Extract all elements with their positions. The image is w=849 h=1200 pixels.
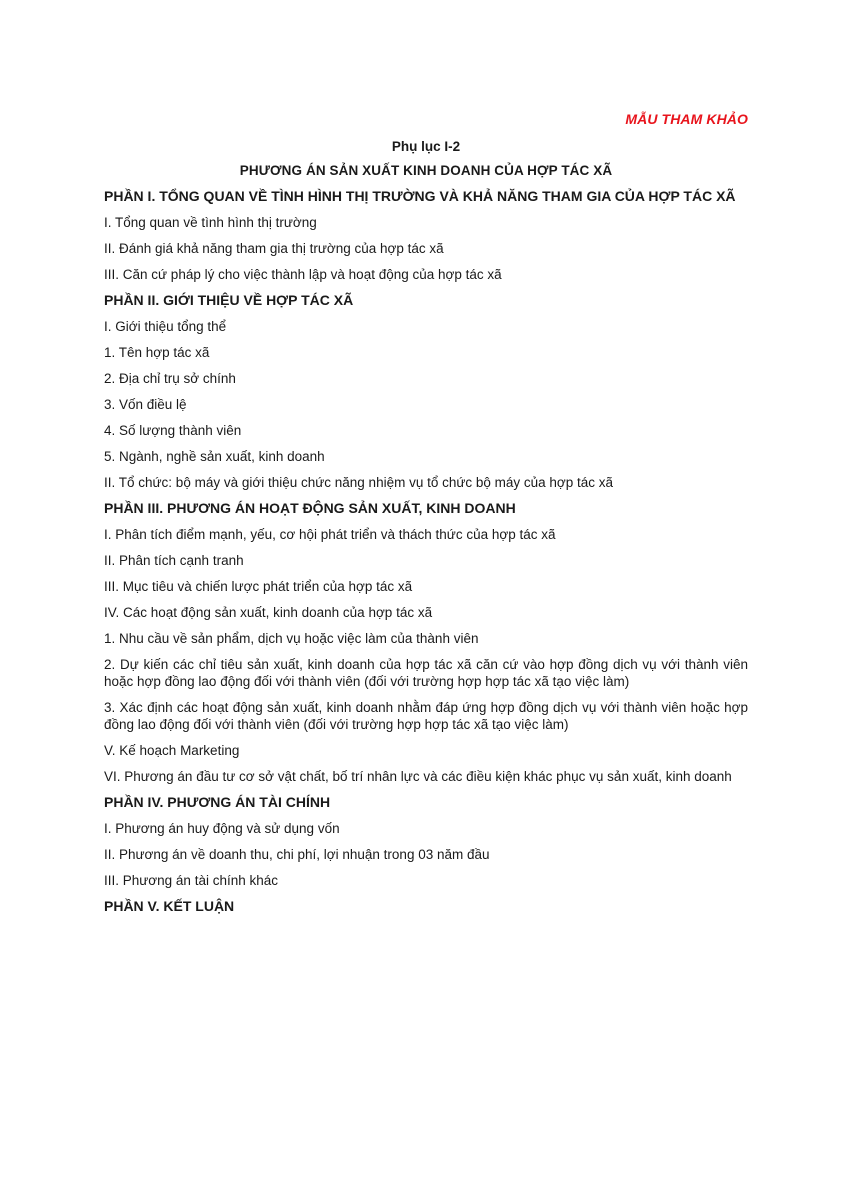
section-heading: PHẦN IV. PHƯƠNG ÁN TÀI CHÍNH (104, 794, 331, 810)
list-item: V. Kế hoạch Marketing (104, 743, 240, 758)
list-item: 3. Vốn điều lệ (104, 397, 187, 412)
list-item: I. Tổng quan về tình hình thị trường (104, 215, 317, 230)
appendix-label: Phụ lục I-2 (391, 139, 461, 154)
list-item: I. Giới thiệu tổng thể (104, 319, 227, 334)
list-item: II. Tổ chức: bộ máy và giới thiệu chức năng nhiệm vụ tổ chức bộ máy của hợp tác xã (104, 475, 614, 490)
section-heading: PHẦN III. PHƯƠNG ÁN HOẠT ĐỘNG SẢN XUẤT, KINH DOANH (104, 500, 516, 516)
list-item: IV. Các hoạt động sản xuất, kinh doanh của hợp tác xã (104, 605, 433, 620)
list-item: 4. Số lượng thành viên (104, 423, 242, 438)
list-item: II. Phân tích cạnh tranh (104, 553, 244, 568)
list-item: II. Phương án về doanh thu, chi phí, lợi nhuận trong 03 năm đầu (104, 847, 490, 862)
list-item: I. Phân tích điểm mạnh, yếu, cơ hội phát triển và thách thức của hợp tác xã (104, 527, 556, 542)
sample-label: MẪU THAM KHẢO (625, 111, 748, 127)
section-heading: PHẦN I. TỔNG QUAN VỀ TÌNH HÌNH THỊ TRƯỜNG VÀ KHẢ NĂNG THAM GIA CỦA HỢP TÁC XÃ (104, 188, 736, 204)
list-item: 3. Xác định các hoạt động sản xuất, kinh doanh nhằm đáp ứng hợp đồng dịch vụ với thành viên hoặc hợp đồng lao động đối với thành viên (đối với trường hợp hợp tác xã tạo việc làm) (104, 700, 748, 732)
list-item: 1. Tên hợp tác xã (104, 345, 210, 360)
document-title: PHƯƠNG ÁN SẢN XUẤT KINH DOANH CỦA HỢP TÁC XÃ (239, 163, 613, 178)
list-item: III. Phương án tài chính khác (104, 873, 278, 888)
document-body (104, 188, 748, 924)
list-item: III. Căn cứ pháp lý cho việc thành lập và hoạt động của hợp tác xã (104, 267, 502, 282)
list-item: 2. Địa chỉ trụ sở chính (104, 371, 236, 386)
section-heading: PHẦN V. KẾT LUẬN (104, 898, 235, 914)
list-item: III. Mục tiêu và chiến lược phát triển của hợp tác xã (104, 579, 413, 594)
list-item: 5. Ngành, nghề sản xuất, kinh doanh (104, 449, 325, 464)
list-item: 1. Nhu cầu về sản phẩm, dịch vụ hoặc việc làm của thành viên (104, 631, 479, 646)
list-item: II. Đánh giá khả năng tham gia thị trường của hợp tác xã (104, 241, 444, 256)
list-item: VI. Phương án đầu tư cơ sở vật chất, bố trí nhân lực và các điều kiện khác phục vụ sản xuất, kinh doanh (104, 769, 732, 784)
section-heading: PHẦN II. GIỚI THIỆU VỀ HỢP TÁC XÃ (104, 292, 354, 308)
list-item: 2. Dự kiến các chỉ tiêu sản xuất, kinh doanh của hợp tác xã căn cứ vào hợp đồng dịch vụ với thành viên hoặc hợp đồng lao động đối với thành viên (đối với trường hợp hợp tác xã tạo việc làm) (104, 657, 748, 689)
list-item: I. Phương án huy động và sử dụng vốn (104, 821, 340, 836)
